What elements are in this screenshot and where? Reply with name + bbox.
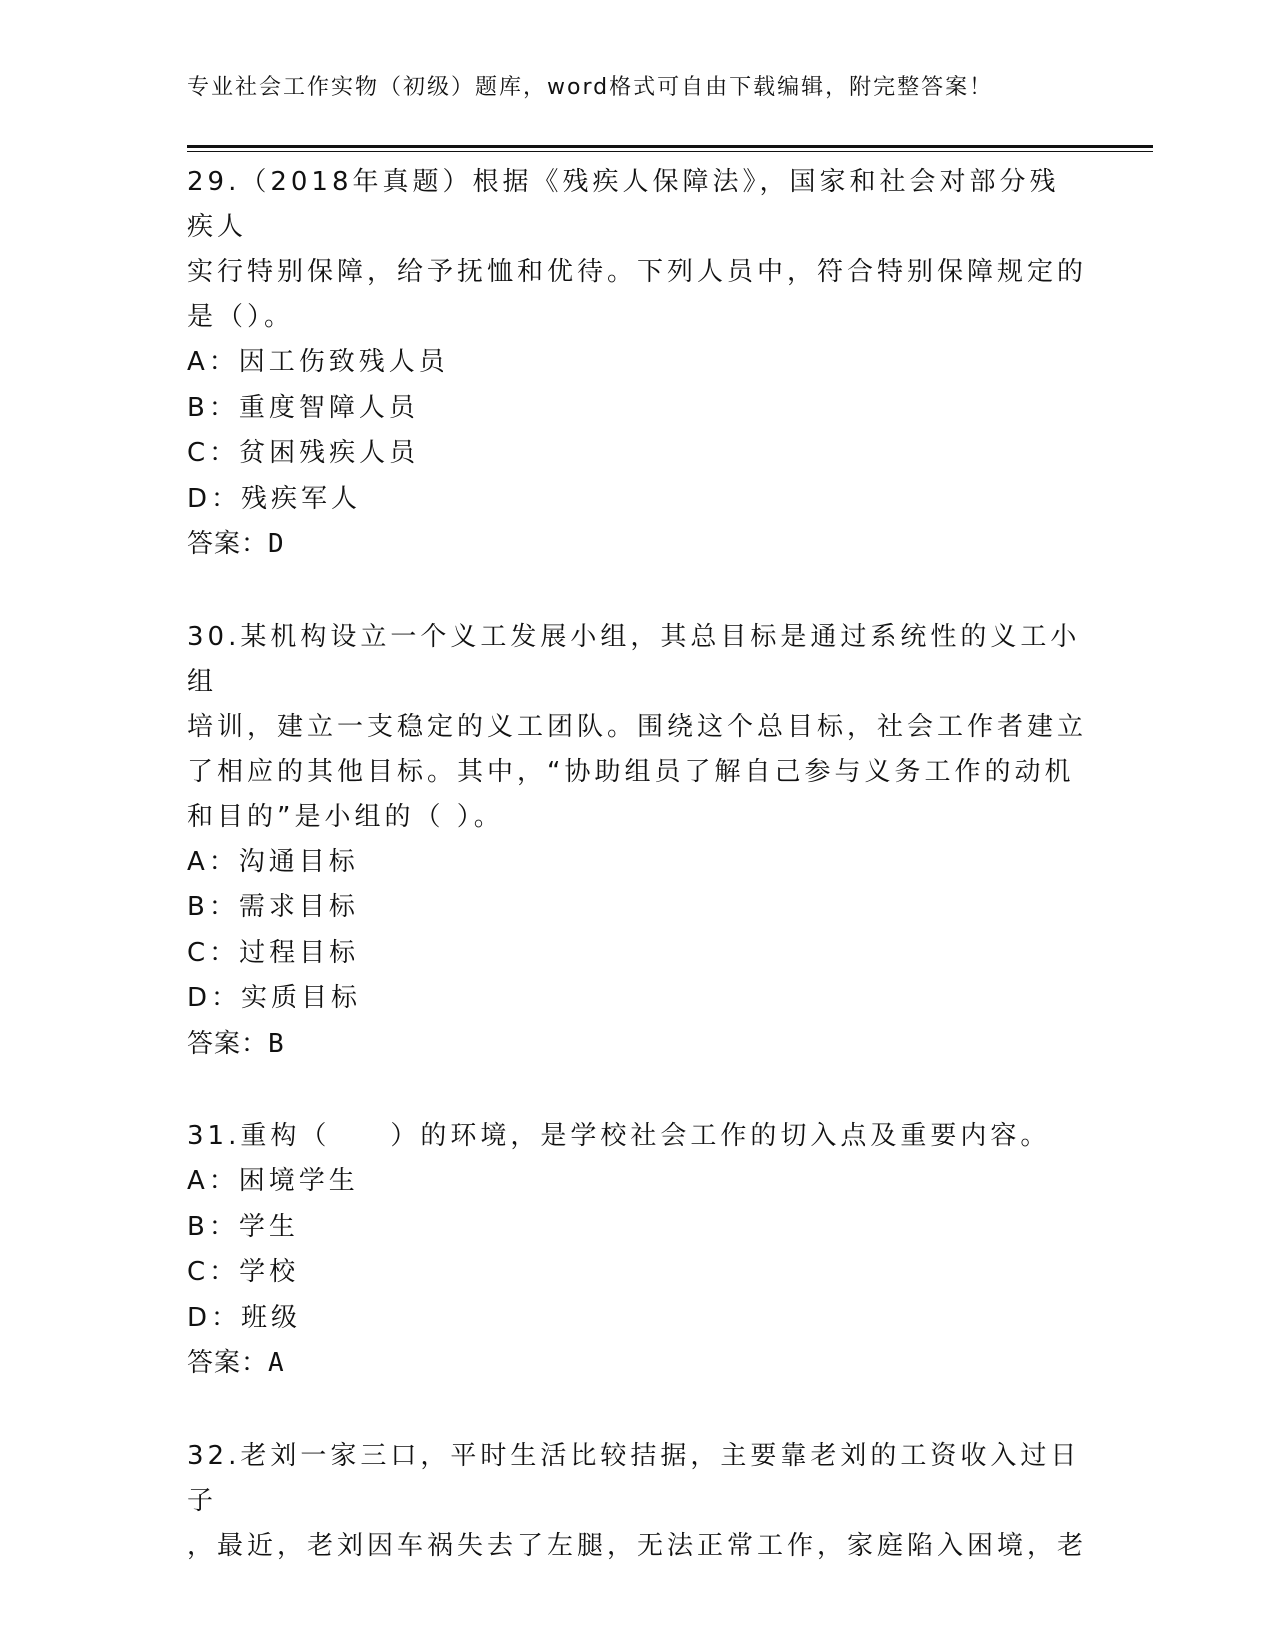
header-rule-thin	[187, 151, 1153, 152]
question-line: 32.老刘一家三口，平时生活比较拮据，主要靠老刘的工资收入过日子	[187, 1440, 1081, 1516]
option-c: C：过程目标	[187, 937, 360, 968]
answer-label: 答案：	[187, 1028, 269, 1059]
question-list	[187, 160, 1087, 1616]
option-b: B：重度智障人员	[187, 392, 419, 423]
question-line: 和目的”是小组的（ ）。	[187, 801, 504, 832]
answer-label: 答案：	[187, 1348, 269, 1378]
question-line: 是（）。	[187, 302, 295, 332]
question-30	[187, 615, 1087, 1068]
answer	[187, 1341, 1087, 1387]
question-29	[187, 160, 1087, 568]
answer	[187, 522, 1087, 568]
question-32	[187, 1434, 1087, 1569]
answer-value: B	[268, 1028, 285, 1059]
question-line: 培训，建立一支稳定的义工团队。围绕这个总目标，社会工作者建立	[187, 711, 1088, 742]
option-d: D：残疾军人	[187, 483, 362, 514]
header-rule-thick	[187, 145, 1153, 148]
option-c: C：学校	[187, 1257, 300, 1287]
question-line: 29.（2018年真题）根据《残疾人保障法》，国家和社会对部分残疾人	[187, 167, 1060, 242]
option-a: A：困境学生	[187, 1166, 359, 1196]
document-header: 专业社会工作实物（初级）题库，word格式可自由下载编辑，附完整答案！	[187, 75, 994, 100]
question-line: 了相应的其他目标。其中，“协助组员了解自己参与义务工作的动机	[187, 756, 1075, 787]
option-b: B：需求目标	[187, 892, 359, 922]
answer-value: D	[268, 529, 285, 559]
option-d: D：实质目标	[187, 983, 362, 1013]
option-a: A：沟通目标	[187, 846, 359, 877]
question-line: ，最近，老刘因车祸失去了左腿，无法正常工作，家庭陷入困境，老	[187, 1530, 1088, 1561]
option-b: B：学生	[187, 1211, 299, 1242]
option-a: A：因工伤致残人员	[187, 347, 449, 377]
question-31	[187, 1114, 1087, 1387]
answer-label: 答案：	[187, 529, 269, 559]
question-line: 31.重构（ ）的环境，是学校社会工作的切入点及重要内容。	[187, 1121, 1051, 1151]
option-d: D：班级	[187, 1302, 302, 1333]
option-c: C：贫困残疾人员	[187, 438, 420, 468]
question-line: 30.某机构设立一个义工发展小组，其总目标是通过系统性的义工小组	[187, 621, 1081, 697]
answer-value: A	[268, 1348, 285, 1378]
answer	[187, 1022, 1087, 1068]
question-line: 实行特别保障，给予抚恤和优待。下列人员中，符合特别保障规定的	[187, 257, 1088, 287]
